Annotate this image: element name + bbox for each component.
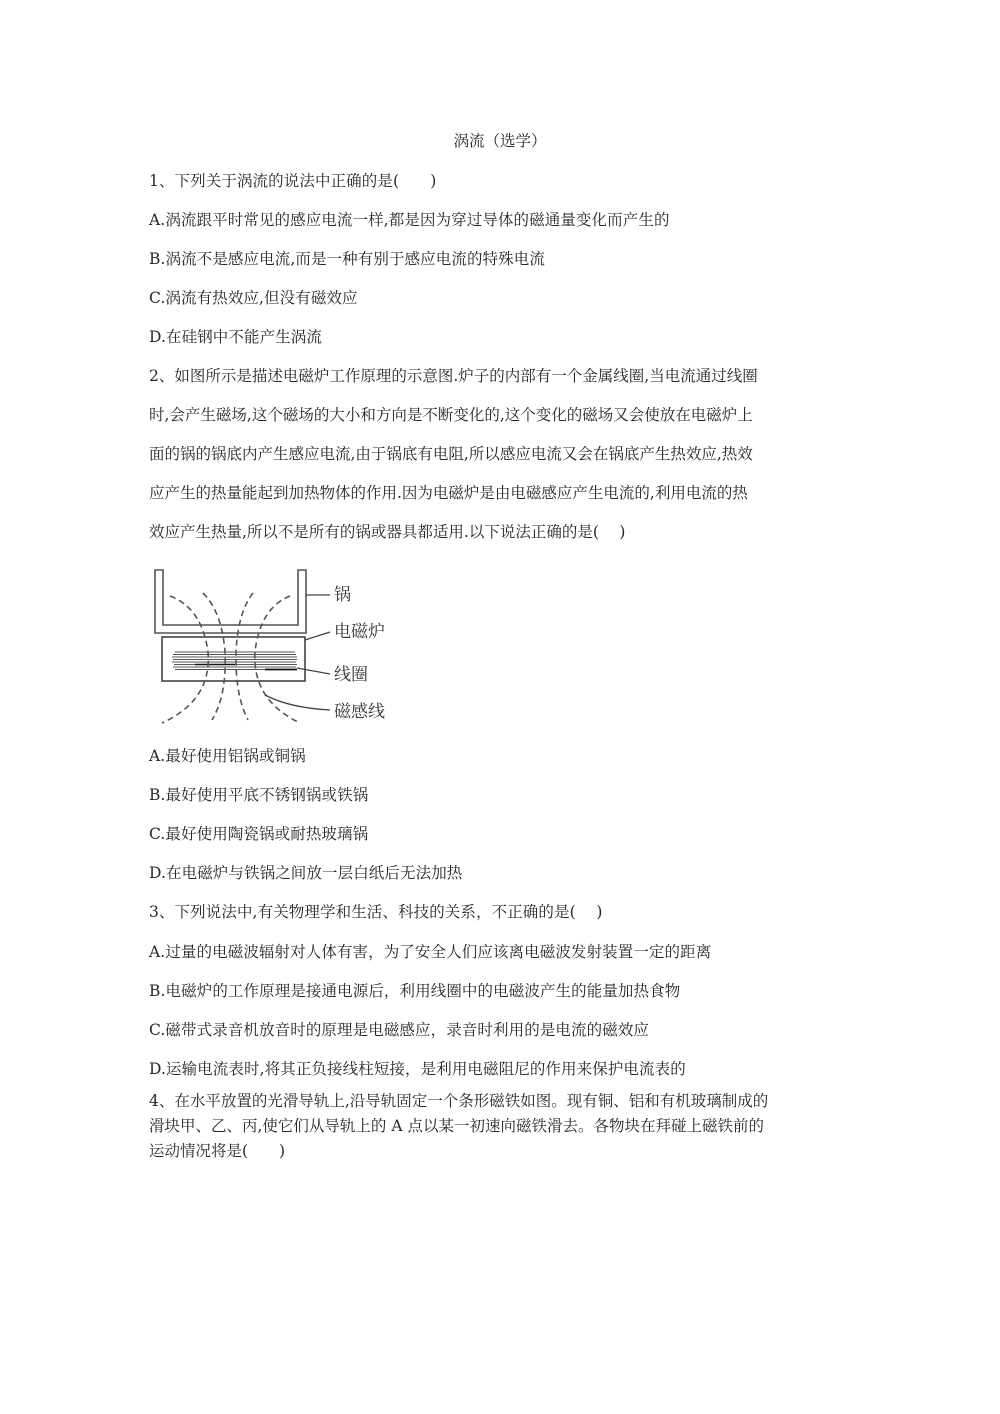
question-1-option-c: C.涡流有热效应,但没有磁效应 <box>149 289 358 307</box>
question-2-option-a: A.最好使用铝锅或铜锅 <box>149 747 306 765</box>
question-2-stem-line: 面的锅的锅底内产生感应电流,由于锅底有电阻,所以感应电流又会在锅底产生热效应,热效 <box>149 445 753 463</box>
pot-shape <box>155 570 306 633</box>
question-2-stem-line: 时,会产生磁场,这个磁场的大小和方向是不断变化的,这个变化的磁场又会使放在电磁炉上 <box>149 406 753 424</box>
induction-cooker-diagram <box>140 560 420 735</box>
question-3-option-b: B.电磁炉的工作原理是接通电源后，利用线圈中的电磁波产生的能量加热食物 <box>149 982 681 1000</box>
question-2-option-b: B.最好使用平底不锈钢锅或铁锅 <box>149 786 369 804</box>
question-2-option-c: C.最好使用陶瓷锅或耐热玻璃锅 <box>149 825 369 843</box>
question-3-option-a: A.过量的电磁波辐射对人体有害，为了安全人们应该离电磁波发射装置一定的距离 <box>149 943 712 961</box>
question-4-stem-line: 运动情况将是( ) <box>149 1142 286 1160</box>
question-2-stem-line: 应产生的热量能起到加热物体的作用.因为电磁炉是由电磁感应产生电流的,利用电流的热 <box>149 484 748 502</box>
label-field-lines: 磁感线 <box>334 702 385 722</box>
question-4-stem-line: 4、在水平放置的光滑导轨上,沿导轨固定一个条形磁铁如图。现有铜、铝和有机玻璃制成的 <box>149 1092 769 1110</box>
question-2-stem <box>149 357 849 552</box>
question-1-option-b: B.涡流不是感应电流,而是一种有别于感应电流的特殊电流 <box>149 250 545 268</box>
question-3-option-d: D.运输电流表时,将其正负接线柱短接，是利用电磁阻尼的作用来保护电流表的 <box>149 1060 686 1078</box>
label-pot: 锅 <box>334 585 351 605</box>
question-3-stem: 3、下列说法中,有关物理学和生活、科技的关系，不正确的是( ) <box>149 903 603 921</box>
question-3-option-c: C.磁带式录音机放音时的原理是电磁感应，录音时利用的是电流的磁效应 <box>149 1021 650 1039</box>
label-induction-cooker: 电磁炉 <box>334 622 385 642</box>
question-1-option-a: A.涡流跟平时常见的感应电流一样,都是因为穿过导体的磁通量变化而产生的 <box>149 211 670 229</box>
question-2-stem-line: 效应产生热量,所以不是所有的锅或器具都适用.以下说法正确的是( ) <box>149 523 626 541</box>
question-4-stem <box>149 1089 849 1164</box>
question-2-stem-line: 2、如图所示是描述电磁炉工作原理的示意图.炉子的内部有一个金属线圈,当电流通过线圈 <box>149 367 758 385</box>
question-2-option-d: D.在电磁炉与铁锅之间放一层白纸后无法加热 <box>149 864 463 882</box>
question-4-stem-line: 滑块甲、乙、丙,使它们从导轨上的 A 点以某一初速向磁铁滑去。各物块在拜碰上磁铁前的 <box>149 1117 764 1135</box>
page-title: 涡流（选学） <box>453 132 547 150</box>
question-1-stem: 1、下列关于涡流的说法中正确的是( ) <box>149 172 437 190</box>
question-1-option-d: D.在硅钢中不能产生涡流 <box>149 328 323 346</box>
label-coil: 线圈 <box>334 665 368 685</box>
